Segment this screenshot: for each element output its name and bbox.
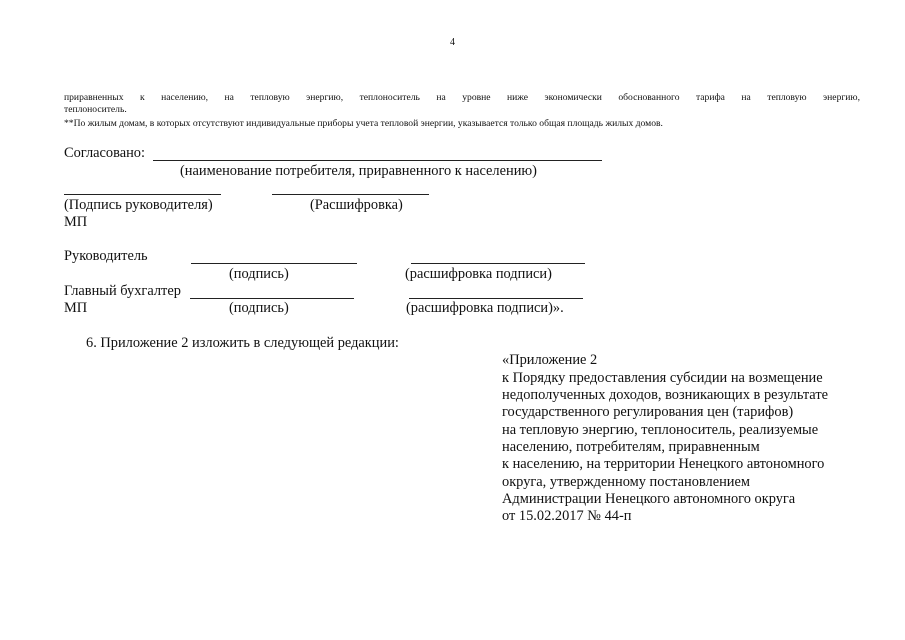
director-signature-line xyxy=(191,263,357,264)
decoding-line xyxy=(272,194,429,195)
item-6-text: 6. Приложение 2 изложить в следующей редакции: xyxy=(86,335,399,351)
consumer-caption: (наименование потребителя, приравненного к населению) xyxy=(180,163,537,179)
decoding-caption: (Расшифровка) xyxy=(310,197,403,213)
accountant-signature-caption: (подпись) xyxy=(229,300,289,316)
stamp-label-2: МП xyxy=(64,300,88,316)
director-decoding-line xyxy=(411,263,585,264)
accountant-signature-line xyxy=(190,298,354,299)
page-number: 4 xyxy=(450,37,455,48)
head-signature-caption: (Подпись руководителя) xyxy=(64,197,213,213)
director-signature-caption: (подпись) xyxy=(229,266,289,282)
appendix-line-9: Администрации Ненецкого автономного округа xyxy=(502,491,796,507)
appendix-line-6: населению, потребителям, приравненным xyxy=(502,439,760,455)
accountant-decoding-caption: (расшифровка подписи)». xyxy=(406,300,564,316)
appendix-line-7: к населению, на территории Ненецкого автономного xyxy=(502,456,825,472)
footnote-line-1: приравненных к населению, на тепловую энергию, теплоноситель на уровне ниже экономически обоснованного тарифа на тепловую энергию, xyxy=(64,92,860,103)
accountant-decoding-line xyxy=(409,298,583,299)
footnote-line-2: теплоноситель. xyxy=(64,104,127,115)
appendix-line-3: недополученных доходов, возникающих в результате xyxy=(502,387,828,403)
appendix-line-10: от 15.02.2017 № 44-п xyxy=(502,508,632,524)
footnote-line-3: **По жилым домам, в которых отсутствуют индивидуальные приборы учета тепловой энергии, указывается только общая площадь жилых домов. xyxy=(64,118,663,129)
accountant-label: Главный бухгалтер xyxy=(64,283,181,299)
director-label: Руководитель xyxy=(64,248,148,264)
agreed-label: Согласовано: xyxy=(64,145,146,161)
appendix-line-4: государственного регулирования цен (тарифов) xyxy=(502,404,794,420)
appendix-line-1: «Приложение 2 xyxy=(502,352,598,368)
stamp-label: МП xyxy=(64,214,88,230)
appendix-line-2: к Порядку предоставления субсидии на возмещение xyxy=(502,370,823,386)
appendix-line-8: округа, утвержденному постановлением xyxy=(502,474,750,490)
appendix-line-5: на тепловую энергию, теплоноситель, реализуемые xyxy=(502,422,819,438)
director-decoding-caption: (расшифровка подписи) xyxy=(405,266,552,282)
head-signature-line xyxy=(64,194,221,195)
consumer-name-line xyxy=(153,160,602,161)
